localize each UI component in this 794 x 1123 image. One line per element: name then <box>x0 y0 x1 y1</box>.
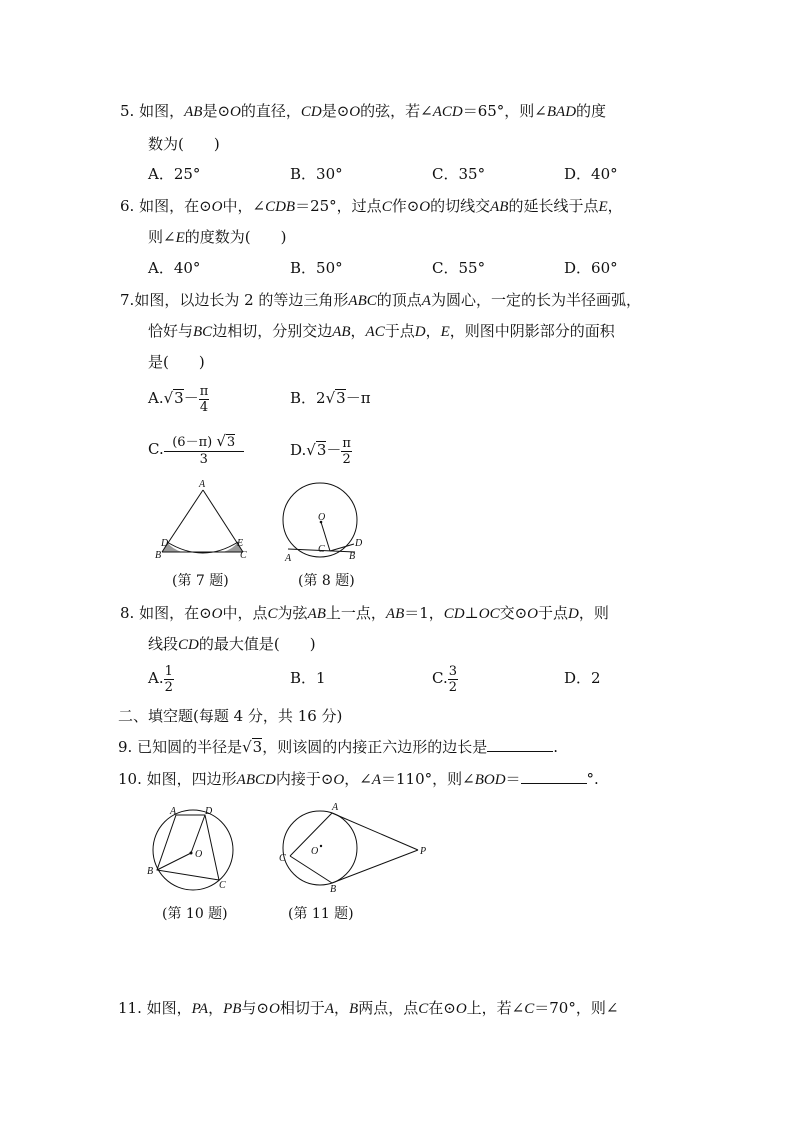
q5-option-a[interactable]: A．25° <box>148 165 201 183</box>
fig11-caption: (第 11 题) <box>288 906 354 922</box>
q7-line1: 7.如图，以边长为 2 的等边三角形ABC的顶点A为圆心，一定的长为半径画弧， <box>120 291 641 309</box>
fig8-label-c: C <box>318 544 325 555</box>
q6-option-a[interactable]: A．40° <box>148 259 201 277</box>
fig11-tangent-pb <box>332 850 418 883</box>
q7-number: 7. <box>120 291 135 309</box>
fig11-label-a: A <box>332 802 339 813</box>
fig7-caption: (第 7 题) <box>172 573 229 589</box>
fig11-chord-cb <box>290 856 332 883</box>
q8-option-c[interactable]: C. $\frac{3}{2}$ <box>432 663 457 695</box>
q6-line2: 则∠E的度数为( ) <box>148 228 287 246</box>
q7-option-a[interactable]: A.√3－ $\frac{\pi}{4}$ <box>148 383 209 415</box>
q7-line3: 是( ) <box>148 353 205 371</box>
fig11-label-o: O <box>311 846 319 857</box>
q10-line: 10. 如图，四边形ABCD内接于⊙O，∠A＝110°，则∠BOD＝ °. <box>118 770 599 788</box>
fig10-caption: (第 10 题) <box>162 906 228 922</box>
q11-line: 11. 如图，PA，PB与⊙O相切于A，B两点，点C在⊙O上，若∠C＝70°，则∠ <box>118 999 619 1017</box>
q8-number: 8. <box>120 604 135 622</box>
figure-7 <box>150 478 260 568</box>
section-heading: 二、填空题(每题 4 分，共 16 分) <box>118 707 343 725</box>
q5-option-c[interactable]: C．35° <box>432 165 486 183</box>
q6-line1: 6. 如图，在⊙O中，∠CDB＝25°，过点C作⊙O的切线交AB的延长线于点E， <box>120 197 623 215</box>
q5-option-b[interactable]: B．30° <box>290 165 343 183</box>
q6-option-b[interactable]: B．50° <box>290 259 343 277</box>
q9-answer-blank[interactable] <box>487 737 553 752</box>
fig7-label-b: B <box>155 550 162 561</box>
fig10-label-d: D <box>205 806 213 817</box>
q5-line2: 数为( ) <box>148 135 220 153</box>
fig10-segment-od <box>191 815 205 853</box>
q7-option-b[interactable]: B．2√3－π <box>290 389 371 407</box>
q7-option-d[interactable]: D.√3－ $\frac{\pi}{2}$ <box>290 435 351 467</box>
fig11-circle <box>283 811 357 885</box>
fig8-label-d: D <box>355 538 363 549</box>
figure-8 <box>275 482 375 572</box>
figure-10 <box>145 802 245 897</box>
fig11-tangent-pa <box>332 813 418 850</box>
q9-line: 9. 已知圆的半径是√3，则该圆的内接正六边形的边长是 . <box>118 738 559 756</box>
fig8-label-a: A <box>285 553 292 564</box>
q8-option-a[interactable]: A. $\frac{1}{2}$ <box>148 663 173 695</box>
fig11-label-b: B <box>330 884 337 895</box>
q5-option-d[interactable]: D．40° <box>564 165 618 183</box>
q8-option-b[interactable]: B．1 <box>290 669 326 687</box>
fig10-circle <box>153 810 233 890</box>
fig7-label-e: E <box>237 538 244 549</box>
fig11-center-dot <box>320 845 322 847</box>
fig10-label-c: C <box>219 880 226 891</box>
fig10-label-o: O <box>195 849 203 860</box>
fig10-center-dot <box>190 852 193 855</box>
q8-line2: 线段CD的最大值是( ) <box>148 635 316 653</box>
fig10-label-a: A <box>170 806 177 817</box>
q7-option-c[interactable]: C. $\frac{(6-\pi) √3}{3}$ <box>148 430 244 468</box>
fig7-label-c: C <box>240 550 247 561</box>
fig10-label-b: B <box>147 866 154 877</box>
q7-line2: 恰好与BC边相切，分别交边AB，AC于点D，E，则图中阴影部分的面积 <box>148 322 615 340</box>
q8-line1: 8. 如图，在⊙O中，点C为弦AB上一点，AB＝1，CD⊥OC交⊙O于点D，则 <box>120 604 609 622</box>
q6-number: 6. <box>120 197 135 215</box>
q6-option-c[interactable]: C．55° <box>432 259 486 277</box>
fig8-label-b: B <box>349 551 356 562</box>
fig8-caption: (第 8 题) <box>298 573 355 589</box>
q5-number: 5. <box>120 102 135 120</box>
fig11-label-c: C <box>279 853 286 864</box>
fig11-label-p: P <box>420 846 427 857</box>
q9-number: 9. <box>118 738 133 756</box>
q10-answer-blank[interactable] <box>521 769 587 784</box>
fig7-label-d: D <box>161 538 169 549</box>
fig7-label-a: A <box>199 479 206 490</box>
figure-11 <box>275 800 435 895</box>
q10-number: 10. <box>118 770 142 788</box>
q6-option-d[interactable]: D．60° <box>564 259 618 277</box>
fig8-label-o: O <box>318 512 326 523</box>
q8-option-d[interactable]: D．2 <box>564 669 601 687</box>
fig10-quadrilateral <box>157 815 219 880</box>
q11-number: 11. <box>118 999 142 1017</box>
q5-line1: 5. 如图，AB是⊙O的直径，CD是⊙O的弦，若∠ACD＝65°，则∠BAD的度 <box>120 102 607 120</box>
